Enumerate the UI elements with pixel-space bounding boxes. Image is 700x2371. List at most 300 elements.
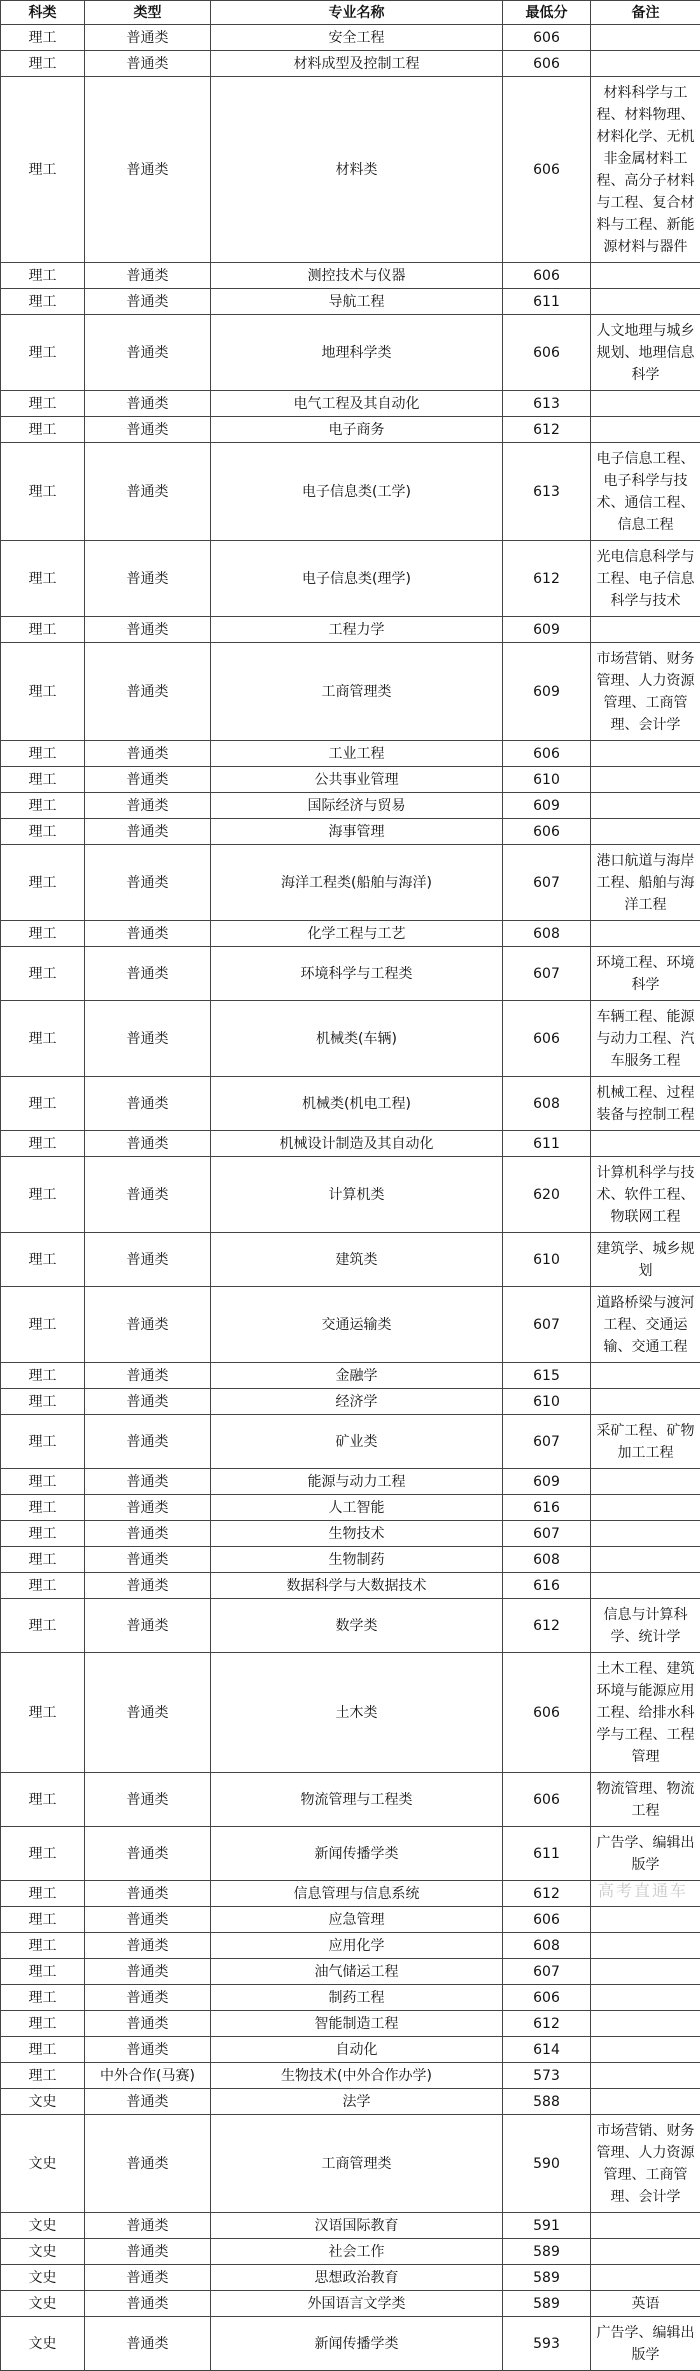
table-row (1, 2115, 700, 2213)
cell-type: 普通类 (85, 443, 211, 541)
cell-major: 国际经济与贸易 (211, 793, 503, 819)
cell-min-score: 588 (503, 2089, 591, 2115)
cell-major: 安全工程 (211, 25, 503, 51)
cell-category: 理工 (1, 541, 85, 617)
cell-min-score: 589 (503, 2265, 591, 2291)
cell-min-score: 591 (503, 2213, 591, 2239)
cell-min-score: 611 (503, 1827, 591, 1881)
table-row (1, 2063, 700, 2089)
cell-major: 自动化 (211, 2037, 503, 2063)
cell-category: 文史 (1, 2213, 85, 2239)
cell-major: 人工智能 (211, 1495, 503, 1521)
cell-major: 工商管理类 (211, 643, 503, 741)
cell-category: 理工 (1, 1547, 85, 1573)
cell-note: 物流管理、物流工程 (591, 1773, 700, 1827)
table-row (1, 617, 700, 643)
table-row (1, 1363, 700, 1389)
cell-min-score: 606 (503, 25, 591, 51)
cell-type: 普通类 (85, 1389, 211, 1415)
cell-min-score: 612 (503, 2011, 591, 2037)
table-row (1, 1131, 700, 1157)
cell-type: 普通类 (85, 1773, 211, 1827)
cell-note: 市场营销、财务管理、人力资源管理、工商管理、会计学 (591, 2115, 700, 2213)
cell-note (591, 1907, 700, 1933)
cell-category: 理工 (1, 2037, 85, 2063)
cell-category: 理工 (1, 1157, 85, 1233)
table-row (1, 1907, 700, 1933)
cell-type: 普通类 (85, 845, 211, 921)
cell-category: 理工 (1, 1469, 85, 1495)
cell-min-score: 606 (503, 1653, 591, 1773)
cell-min-score: 607 (503, 1415, 591, 1469)
cell-note (591, 2037, 700, 2063)
cell-major: 计算机类 (211, 1157, 503, 1233)
table-row (1, 1773, 700, 1827)
cell-type: 普通类 (85, 2011, 211, 2037)
cell-major: 信息管理与信息系统 (211, 1881, 503, 1907)
cell-min-score: 616 (503, 1495, 591, 1521)
cell-min-score: 606 (503, 741, 591, 767)
table-row (1, 767, 700, 793)
cell-min-score: 608 (503, 1547, 591, 1573)
cell-min-score: 609 (503, 617, 591, 643)
cell-major: 电子信息类(工学) (211, 443, 503, 541)
cell-major: 新闻传播学类 (211, 2317, 503, 2371)
cell-min-score: 606 (503, 77, 591, 263)
cell-major: 矿业类 (211, 1415, 503, 1469)
cell-type: 普通类 (85, 1287, 211, 1363)
cell-type: 普通类 (85, 2265, 211, 2291)
cell-type: 普通类 (85, 767, 211, 793)
cell-type: 普通类 (85, 1077, 211, 1131)
cell-type: 普通类 (85, 541, 211, 617)
table-row (1, 845, 700, 921)
table-row (1, 741, 700, 767)
cell-category: 理工 (1, 1573, 85, 1599)
cell-major: 应急管理 (211, 1907, 503, 1933)
cell-category: 理工 (1, 1653, 85, 1773)
cell-note (591, 1547, 700, 1573)
cell-category: 理工 (1, 263, 85, 289)
cell-note (591, 51, 700, 77)
cell-category: 理工 (1, 1773, 85, 1827)
cell-major: 导航工程 (211, 289, 503, 315)
cell-category: 理工 (1, 417, 85, 443)
cell-category: 理工 (1, 921, 85, 947)
cell-min-score: 608 (503, 921, 591, 947)
cell-type: 普通类 (85, 1415, 211, 1469)
cell-min-score: 616 (503, 1573, 591, 1599)
cell-type: 普通类 (85, 263, 211, 289)
table-row (1, 2037, 700, 2063)
cell-type: 普通类 (85, 2213, 211, 2239)
cell-min-score: 612 (503, 541, 591, 617)
table-row (1, 1157, 700, 1233)
cell-note (591, 1985, 700, 2011)
cell-min-score: 608 (503, 1077, 591, 1131)
cell-note (591, 1573, 700, 1599)
cell-type: 普通类 (85, 2291, 211, 2317)
cell-major: 土木类 (211, 1653, 503, 1773)
cell-type: 普通类 (85, 617, 211, 643)
table-row (1, 2265, 700, 2291)
cell-major: 电子信息类(理学) (211, 541, 503, 617)
cell-major: 化学工程与工艺 (211, 921, 503, 947)
cell-min-score: 607 (503, 845, 591, 921)
cell-type: 普通类 (85, 1001, 211, 1077)
cell-min-score: 606 (503, 1001, 591, 1077)
cell-note (591, 617, 700, 643)
cell-note: 光电信息科学与工程、电子信息科学与技术 (591, 541, 700, 617)
cell-note: 信息与计算科学、统计学 (591, 1599, 700, 1653)
table-row (1, 1495, 700, 1521)
cell-major: 外国语言文学类 (211, 2291, 503, 2317)
cell-note (591, 2213, 700, 2239)
cell-major: 智能制造工程 (211, 2011, 503, 2037)
cell-category: 理工 (1, 741, 85, 767)
cell-min-score: 607 (503, 1959, 591, 1985)
cell-note: 土木工程、建筑环境与能源应用工程、给排水科学与工程、工程管理 (591, 1653, 700, 1773)
cell-note (591, 263, 700, 289)
cell-category: 文史 (1, 2317, 85, 2371)
cell-min-score: 610 (503, 767, 591, 793)
cell-type: 中外合作(马赛) (85, 2063, 211, 2089)
table-row (1, 1933, 700, 1959)
cell-type: 普通类 (85, 1233, 211, 1287)
cell-type: 普通类 (85, 1363, 211, 1389)
table-row (1, 793, 700, 819)
cell-category: 理工 (1, 2063, 85, 2089)
cell-note (591, 819, 700, 845)
cell-min-score: 615 (503, 1363, 591, 1389)
table-row (1, 2213, 700, 2239)
cell-min-score: 589 (503, 2239, 591, 2265)
cell-category: 理工 (1, 315, 85, 391)
cell-category: 理工 (1, 1521, 85, 1547)
cell-note: 港口航道与海岸工程、船舶与海洋工程 (591, 845, 700, 921)
table-row (1, 51, 700, 77)
cell-min-score: 608 (503, 1933, 591, 1959)
cell-note: 电子信息工程、电子科学与技术、通信工程、信息工程 (591, 443, 700, 541)
cell-category: 理工 (1, 443, 85, 541)
cell-note: 机械工程、过程装备与控制工程 (591, 1077, 700, 1131)
cell-note: 广告学、编辑出版学 (591, 2317, 700, 2371)
cell-note (591, 921, 700, 947)
cell-type: 普通类 (85, 1547, 211, 1573)
cell-category: 理工 (1, 1363, 85, 1389)
cell-note: 道路桥梁与渡河工程、交通运输、交通工程 (591, 1287, 700, 1363)
cell-note (591, 25, 700, 51)
cell-type: 普通类 (85, 1469, 211, 1495)
cell-major: 海洋工程类(船舶与海洋) (211, 845, 503, 921)
cell-type: 普通类 (85, 417, 211, 443)
cell-category: 文史 (1, 2239, 85, 2265)
table-row (1, 2089, 700, 2115)
cell-major: 应用化学 (211, 1933, 503, 1959)
cell-major: 公共事业管理 (211, 767, 503, 793)
table-row (1, 391, 700, 417)
cell-min-score: 606 (503, 1985, 591, 2011)
cell-min-score: 611 (503, 289, 591, 315)
cell-category: 理工 (1, 819, 85, 845)
cell-min-score: 573 (503, 2063, 591, 2089)
table-row (1, 2011, 700, 2037)
table-row (1, 541, 700, 617)
table-row (1, 643, 700, 741)
cell-major: 制药工程 (211, 1985, 503, 2011)
header-category: 科类 (1, 1, 85, 25)
table-row (1, 1959, 700, 1985)
table-row (1, 1415, 700, 1469)
cell-major: 工商管理类 (211, 2115, 503, 2213)
cell-category: 理工 (1, 767, 85, 793)
cell-major: 汉语国际教育 (211, 2213, 503, 2239)
cell-min-score: 610 (503, 1389, 591, 1415)
cell-type: 普通类 (85, 1131, 211, 1157)
cell-type: 普通类 (85, 643, 211, 741)
cell-major: 新闻传播学类 (211, 1827, 503, 1881)
cell-min-score: 589 (503, 2291, 591, 2317)
cell-min-score: 606 (503, 263, 591, 289)
table-row (1, 1881, 700, 1907)
cell-category: 理工 (1, 1985, 85, 2011)
cell-category: 理工 (1, 1131, 85, 1157)
cell-category: 理工 (1, 1001, 85, 1077)
cell-major: 机械设计制造及其自动化 (211, 1131, 503, 1157)
cell-major: 思想政治教育 (211, 2265, 503, 2291)
cell-min-score: 610 (503, 1233, 591, 1287)
cell-note: 人文地理与城乡规划、地理信息科学 (591, 315, 700, 391)
cell-category: 理工 (1, 1495, 85, 1521)
cell-note: 采矿工程、矿物加工工程 (591, 1415, 700, 1469)
cell-major: 生物制药 (211, 1547, 503, 1573)
table-row (1, 1985, 700, 2011)
cell-note: 广告学、编辑出版学 (591, 1827, 700, 1881)
cell-note (591, 767, 700, 793)
header-min-score: 最低分 (503, 1, 591, 25)
cell-min-score: 613 (503, 391, 591, 417)
cell-category: 理工 (1, 77, 85, 263)
cell-category: 理工 (1, 391, 85, 417)
header-row (1, 1, 700, 25)
cell-min-score: 614 (503, 2037, 591, 2063)
cell-major: 油气储运工程 (211, 1959, 503, 1985)
table-body (1, 25, 700, 2371)
table-row (1, 1521, 700, 1547)
cell-note: 英语 (591, 2291, 700, 2317)
cell-category: 理工 (1, 1233, 85, 1287)
cell-major: 能源与动力工程 (211, 1469, 503, 1495)
cell-category: 理工 (1, 1827, 85, 1881)
table-row (1, 25, 700, 51)
cell-type: 普通类 (85, 51, 211, 77)
cell-type: 普通类 (85, 289, 211, 315)
cell-category: 理工 (1, 643, 85, 741)
table-row (1, 1233, 700, 1287)
cell-category: 理工 (1, 1933, 85, 1959)
cell-type: 普通类 (85, 1653, 211, 1773)
cell-min-score: 606 (503, 1773, 591, 1827)
cell-type: 普通类 (85, 793, 211, 819)
cell-category: 理工 (1, 51, 85, 77)
table-row (1, 1469, 700, 1495)
cell-type: 普通类 (85, 2239, 211, 2265)
cell-type: 普通类 (85, 2115, 211, 2213)
watermark: 高考直通车 (598, 1878, 688, 1901)
cell-major: 环境科学与工程类 (211, 947, 503, 1001)
table-row (1, 1389, 700, 1415)
cell-category: 文史 (1, 2115, 85, 2213)
table-row (1, 947, 700, 1001)
cell-min-score: 593 (503, 2317, 591, 2371)
cell-major: 金融学 (211, 1363, 503, 1389)
table-row (1, 2317, 700, 2371)
cell-major: 数学类 (211, 1599, 503, 1653)
cell-min-score: 620 (503, 1157, 591, 1233)
cell-note (591, 2063, 700, 2089)
cell-type: 普通类 (85, 1827, 211, 1881)
cell-type: 普通类 (85, 1157, 211, 1233)
cell-category: 文史 (1, 2089, 85, 2115)
cell-note: 建筑学、城乡规划 (591, 1233, 700, 1287)
cell-type: 普通类 (85, 741, 211, 767)
cell-major: 机械类(机电工程) (211, 1077, 503, 1131)
cell-type: 普通类 (85, 947, 211, 1001)
cell-major: 生物技术(中外合作办学) (211, 2063, 503, 2089)
cell-major: 数据科学与大数据技术 (211, 1573, 503, 1599)
cell-category: 文史 (1, 2291, 85, 2317)
table-row (1, 1653, 700, 1773)
table-row (1, 1077, 700, 1131)
cell-min-score: 613 (503, 443, 591, 541)
cell-major: 材料成型及控制工程 (211, 51, 503, 77)
cell-note (591, 1881, 700, 1907)
cell-type: 普通类 (85, 1881, 211, 1907)
cell-category: 理工 (1, 1415, 85, 1469)
cell-note (591, 1933, 700, 1959)
table-row (1, 1547, 700, 1573)
header-note: 备注 (591, 1, 700, 25)
cell-type: 普通类 (85, 2317, 211, 2371)
table-row (1, 315, 700, 391)
cell-major: 工程力学 (211, 617, 503, 643)
cell-category: 理工 (1, 1881, 85, 1907)
table-row (1, 819, 700, 845)
cell-note (591, 1495, 700, 1521)
cell-type: 普通类 (85, 1599, 211, 1653)
cell-category: 理工 (1, 1389, 85, 1415)
cell-major: 机械类(车辆) (211, 1001, 503, 1077)
cell-major: 工业工程 (211, 741, 503, 767)
table-row (1, 2291, 700, 2317)
cell-major: 经济学 (211, 1389, 503, 1415)
cell-major: 材料类 (211, 77, 503, 263)
cell-type: 普通类 (85, 921, 211, 947)
cell-type: 普通类 (85, 1985, 211, 2011)
cell-note (591, 2089, 700, 2115)
cell-note (591, 1131, 700, 1157)
table-row (1, 443, 700, 541)
table-row (1, 1599, 700, 1653)
cell-note (591, 417, 700, 443)
cell-note: 车辆工程、能源与动力工程、汽车服务工程 (591, 1001, 700, 1077)
cell-note (591, 793, 700, 819)
cell-note (591, 2239, 700, 2265)
cell-note: 环境工程、环境科学 (591, 947, 700, 1001)
cell-major: 交通运输类 (211, 1287, 503, 1363)
cell-category: 理工 (1, 1287, 85, 1363)
cell-major: 物流管理与工程类 (211, 1773, 503, 1827)
cell-note (591, 1521, 700, 1547)
cell-note (591, 741, 700, 767)
cell-min-score: 607 (503, 1287, 591, 1363)
cell-category: 理工 (1, 845, 85, 921)
cell-min-score: 606 (503, 51, 591, 77)
cell-min-score: 606 (503, 315, 591, 391)
table-row (1, 289, 700, 315)
table-row (1, 2239, 700, 2265)
cell-category: 理工 (1, 1907, 85, 1933)
cell-min-score: 612 (503, 417, 591, 443)
table-row (1, 263, 700, 289)
header-major: 专业名称 (211, 1, 503, 25)
cell-min-score: 606 (503, 819, 591, 845)
cell-major: 电气工程及其自动化 (211, 391, 503, 417)
cell-type: 普通类 (85, 1959, 211, 1985)
cell-min-score: 607 (503, 1521, 591, 1547)
cell-type: 普通类 (85, 1573, 211, 1599)
cell-major: 电子商务 (211, 417, 503, 443)
cell-min-score: 606 (503, 1907, 591, 1933)
cell-major: 生物技术 (211, 1521, 503, 1547)
table-row (1, 1287, 700, 1363)
cell-category: 理工 (1, 2011, 85, 2037)
cell-category: 理工 (1, 1077, 85, 1131)
table-row (1, 77, 700, 263)
cell-category: 理工 (1, 1959, 85, 1985)
cell-min-score: 607 (503, 947, 591, 1001)
cell-major: 海事管理 (211, 819, 503, 845)
table-row (1, 1827, 700, 1881)
cell-type: 普通类 (85, 25, 211, 51)
cell-min-score: 609 (503, 643, 591, 741)
cell-major: 测控技术与仪器 (211, 263, 503, 289)
cell-min-score: 590 (503, 2115, 591, 2213)
cell-type: 普通类 (85, 1907, 211, 1933)
cell-type: 普通类 (85, 1933, 211, 1959)
cell-note: 计算机科学与技术、软件工程、物联网工程 (591, 1157, 700, 1233)
cell-min-score: 609 (503, 793, 591, 819)
cell-note (591, 1363, 700, 1389)
cell-min-score: 611 (503, 1131, 591, 1157)
cell-category: 理工 (1, 793, 85, 819)
cell-major: 法学 (211, 2089, 503, 2115)
cell-type: 普通类 (85, 77, 211, 263)
table-row (1, 921, 700, 947)
cell-major: 地理科学类 (211, 315, 503, 391)
cell-category: 理工 (1, 25, 85, 51)
table-row (1, 417, 700, 443)
cell-category: 理工 (1, 289, 85, 315)
cell-type: 普通类 (85, 1521, 211, 1547)
cell-category: 理工 (1, 617, 85, 643)
cell-note (591, 2265, 700, 2291)
cell-note (591, 289, 700, 315)
cell-type: 普通类 (85, 1495, 211, 1521)
cell-category: 理工 (1, 947, 85, 1001)
cell-type: 普通类 (85, 391, 211, 417)
cell-major: 社会工作 (211, 2239, 503, 2265)
